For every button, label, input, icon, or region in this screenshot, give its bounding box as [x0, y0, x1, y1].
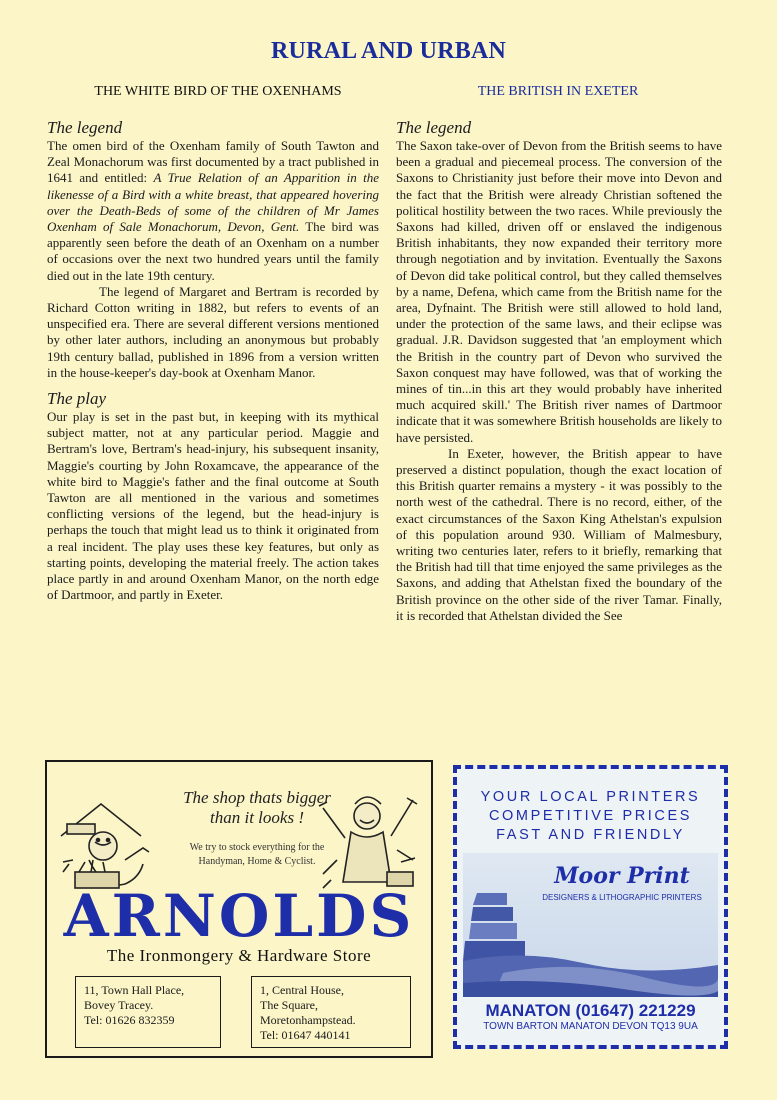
address-line: 11, Town Hall Place, — [84, 983, 185, 997]
arnolds-advertisement — [45, 760, 433, 1058]
arnolds-moreton-address — [251, 976, 411, 1048]
left-column — [47, 118, 379, 603]
moor-print-phone: MANATON (01647) 221229 — [485, 1001, 696, 1020]
address-line: 1, Central House, — [260, 983, 344, 997]
arnolds-slogan-line-1: The shop thats bigger — [183, 788, 331, 807]
right-column-heading: THE BRITISH IN EXETER — [477, 84, 639, 99]
moor-print-tagline: DESIGNERS & LITHOGRAPHIC PRINTERS — [542, 893, 702, 902]
moor-line-3: FAST AND FRIENDLY — [496, 827, 685, 843]
address-line: The Square, — [260, 998, 318, 1012]
arnolds-subtitle: The Ironmongery & Hardware Store — [106, 946, 372, 965]
left-legend-paragraph-1 — [47, 138, 379, 284]
legend-text-b: The bird was apparently seen before the death of an Oxenham on a number of occasions over the next two hundred years until the family died out in the late 19th century. — [47, 219, 379, 283]
left-column-heading: THE WHITE BIRD OF THE OXENHAMS — [94, 84, 342, 99]
left-legend-paragraph-2: The legend of Margaret and Bertram is recorded by Richard Cotton writing in 1882, but refers to events of an unspecified era. There are several different versions mentioned by other later authors, including an anonymous but probably 19th century ballad, published in 1896 from a version written in the house-keeper's day-book at Oxenham Manor. — [47, 283, 379, 380]
moor-line-1: YOUR LOCAL PRINTERS — [480, 789, 701, 805]
right-column — [396, 118, 722, 624]
address-line: Bovey Tracey. — [84, 998, 154, 1012]
address-line: Moretonhampstead. — [260, 1013, 356, 1027]
tract-title: A True Relation of an Apparition in the likenesse of a Bird with a white breast, that appeared hovering over the Death-Beds of some of the children of Mr James Oxenham of Sale Monachorum, Devon, Gent. — [47, 170, 379, 235]
arnolds-stock-line-2: Handyman, Home & Cyclist. — [198, 856, 316, 867]
left-play-title: The play — [47, 389, 107, 409]
right-paragraph-1: The Saxon take-over of Devon from the British seems to have been a gradual and piecemeal process. The conversion of the Saxons to Christianity just before their move into Devon and the fact that the British were already Christian softened the political hostility between the two races. While previously the Saxons had killed, driven off or enslaved the indigenous British inhabitants, they now expanded their territory more through negotiation and by invitation. Eventually the Saxons of Devon did take political control, but they called themselves by a name, Defena, which came from the British name for the area, Dyfnaint. The British were still allowed to hold land, under the protection of the same laws, and their eclipse was gradual. J.R. Davidson suggested that 'an employment which the British in the country part of Devon who survived the Saxon conquest may have followed, was that of working the mines of tin...in this art they would probably have inherited much acquired skill.' The British river names of Dartmoor indicate that it was somewhere British households are likely to have persisted. — [396, 138, 723, 445]
arnolds-bovey-address — [75, 976, 221, 1048]
moor-print-address: TOWN BARTON MANATON DEVON TQ13 9UA — [483, 1021, 698, 1032]
right-legend-title: The legend — [396, 118, 472, 137]
arnolds-logo: ARNOLDS — [63, 882, 415, 950]
phone-line: Tel: 01626 832359 — [84, 1013, 175, 1027]
phone-line: Tel: 01647 440141 — [260, 1028, 351, 1042]
left-legend-title: The legend — [47, 118, 123, 137]
moor-line-2: COMPETITIVE PRICES — [488, 808, 693, 824]
left-play-paragraph: Our play is set in the past but, in keeping with its mythical subject matter, not at any particular period. Maggie and Bertram's love, Bertram's head-injury, his subsequent insanity, Maggie's courting by John Roxamcave, the appearance of the white bird to Maggie's father and the final outcome at South Tawton are all mentioned in the various and sometimes conflicting versions of the legend, but the head-injury is perhaps the touch that might lead us to think it originated from a real incident. The play uses these key features, but only as starting points, developing the material freely. The action takes place partly in and around Oxenham Manor, on the north edge of Dartmoor, and partly in Exeter. — [47, 409, 379, 603]
page-title: RURAL AND URBAN — [270, 38, 507, 64]
moor-print-advertisement — [453, 765, 728, 1049]
right-paragraph-2: In Exeter, however, the British appear to have preserved a distinct population, though the exact location of this British quarter remains a mystery - it was possibly to the north west of the cathedral. There is no record, either, of the exact circumstances of the Saxon King Athelstan's expulsion of this population around 930. William of Malmesbury, writing two centuries later, refers to it briefly, remarking that the British had till that time enjoyed the same privileges as the Saxons, and adding that Athelstan fixed the boundary of the British province on the other side of the river Tamar. Finally, it is recorded that Athelstan divided the See — [396, 445, 722, 623]
moor-print-logo: Moor Print — [554, 863, 690, 889]
arnolds-slogan-line-2: than it looks ! — [210, 808, 304, 827]
legend-text-a: The omen bird of the Oxenham family of South Tawton and Zeal Monachorum was first documented by a tract published in 1641 and entitled: — [47, 138, 379, 186]
arnolds-stock-line-1: We try to stock everything for the — [189, 842, 325, 853]
